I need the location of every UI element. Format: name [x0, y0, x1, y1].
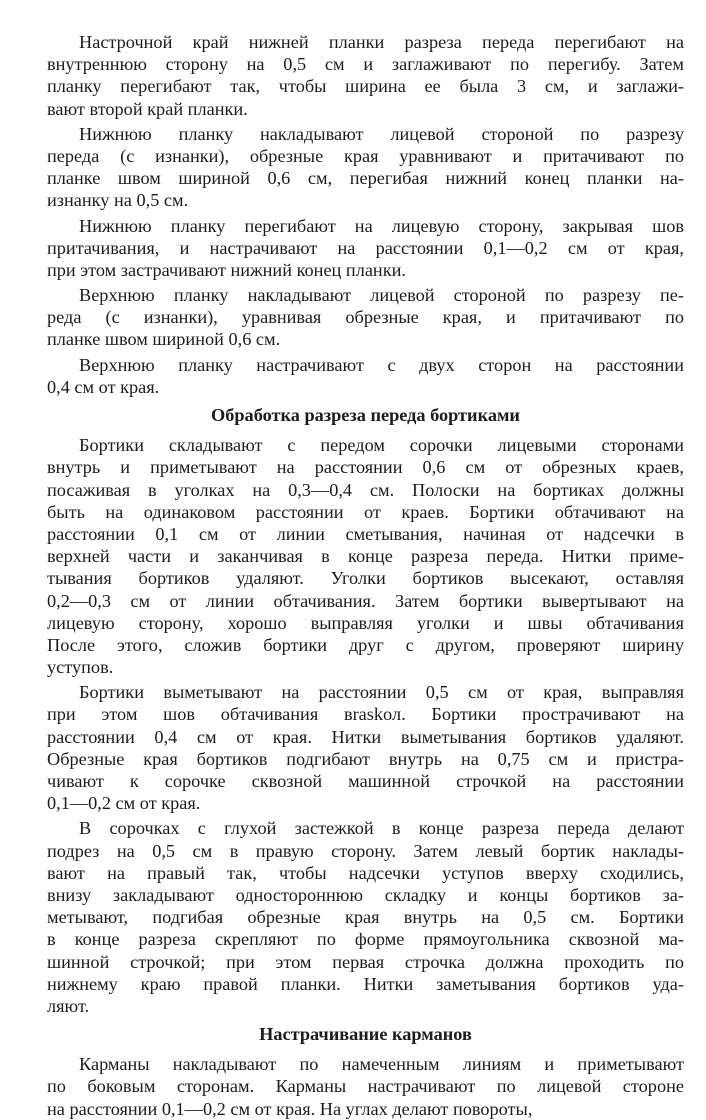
paragraph: [47, 681, 684, 814]
text-line: После этого, сложив бортики друг с другом, проверяют ширину: [47, 634, 684, 655]
text-line: вают на правый так, чтобы надсечки уступов вверху сходились,: [47, 862, 684, 883]
text-line: планке швом шириной 0,6 см.: [47, 329, 281, 350]
text-line: внутрь и приметывают на расстоянии 0,6 см от обрезных краев,: [47, 457, 684, 478]
text-line: В сорочках с глухой застежкой в конце разреза переда делают: [79, 818, 684, 839]
text-line: расстоянии 0,1 см от линии сметывания, начиная от надсечки в: [47, 523, 684, 544]
text-line: 0,2—0,3 см от линии обтачивания. Затем бортики вывертывают на: [47, 590, 684, 611]
text-line: Бортики складывают с передом сорочки лицевыми сторонами: [79, 435, 684, 456]
text-line: верхней части и заканчивая в конце разреза переда. Нитки приме-: [47, 546, 684, 567]
text-line: Карманы накладывают по намеченным линиям и приметывают: [79, 1054, 684, 1075]
text-line: Верхнюю планку накладывают лицевой стороной по разрезу пе-: [79, 285, 684, 306]
text-line: планке швом шириной 0,6 см, перегибая нижний конец планки на-: [47, 168, 684, 189]
text-line: внизу закладывают одностороннюю складку и концы бортиков за-: [47, 884, 684, 905]
text-line: ляют.: [47, 995, 90, 1016]
text-line: вают второй край планки.: [47, 98, 248, 119]
paragraph: [47, 1053, 684, 1120]
text-line: внутреннюю сторону на 0,5 см и заглаживают по перегибу. Затем: [47, 54, 684, 75]
paragraph: [47, 284, 684, 351]
paragraph: [47, 354, 684, 398]
text-line: Верхнюю планку настрачивают с двух сторон на расстоянии: [79, 354, 684, 375]
text-section-2: [47, 434, 684, 1017]
text-line: посаживая в уголках на 0,3—0,4 см. Полоски на бортиках должны: [47, 479, 684, 500]
text-line: на расстоянии 0,1—0,2 см от края. На углах делают повороты,: [47, 1098, 533, 1119]
text-line: при этом застрачивают нижний конец планки.: [47, 259, 406, 280]
text-line: уступов.: [47, 657, 114, 678]
text-line: в конце разреза скрепляют по форме прямоугольника сквозной ма-: [47, 929, 684, 950]
text-line: при этом шов обтачивания вraskол. Бортики прострачивают на: [47, 704, 684, 725]
text-line: подрез на 0,5 см в правую сторону. Затем левый бортик наклады-: [47, 840, 684, 861]
text-section-3: [47, 1053, 684, 1120]
text-line: тывания бортиков удаляют. Уголки бортиков высекают, оставляя: [47, 568, 684, 589]
text-line: лицевую сторону, хорошо выправляя уголки и швы обтачивания: [47, 612, 684, 633]
text-line: Настрочной край нижней планки разреза переда перегибают на: [79, 32, 684, 52]
text-line: Нижнюю планку перегибают на лицевую сторону, закрывая шов: [79, 215, 684, 236]
text-line: реда (с изнанки), уравнивая обрезные края, и притачивают по: [47, 307, 684, 328]
text-line: переда (с изнанки), обрезные края уравнивают и притачивают по: [47, 145, 684, 166]
paragraph: [47, 215, 684, 282]
text-line: нижнему краю правой планки. Нитки заметывания бортиков уда-: [47, 973, 684, 994]
text-line: Обрезные края бортиков подгибают внутрь на 0,75 см и пристра-: [47, 748, 684, 769]
text-line: расстоянии 0,4 см от края. Нитки выметывания бортиков удаляют.: [47, 726, 684, 747]
paragraph: [47, 817, 684, 1017]
section-heading-karmany: Настрачивание карманов: [259, 1024, 472, 1045]
text-line: Нижнюю планку накладывают лицевой стороной по разрезу: [79, 123, 684, 144]
paragraph: [47, 123, 684, 212]
text-line: метывают, подгибая обрезные края внутрь на 0,5 см. Бортики: [47, 907, 684, 928]
text-line: планку перегибают так, чтобы ширина ее была 3 см, и заглажи-: [47, 76, 684, 97]
text-line: изнанку на 0,5 см.: [47, 190, 189, 211]
text-line: чивают к сорочке сквозной машинной строчкой на расстоянии: [47, 771, 684, 791]
text-line: притачивания, и настрачивают на расстоянии 0,1—0,2 см от края,: [47, 237, 684, 258]
paragraph: [47, 434, 684, 678]
text-line: шинной строчкой; при этом первая строчка должна проходить по: [47, 951, 684, 972]
text-line: Бортики выметывают на расстоянии 0,5 см от края, выправляя: [79, 682, 684, 703]
text-line: 0,1—0,2 см от края.: [47, 793, 201, 814]
text-section-1: [47, 31, 684, 398]
paragraph: [47, 31, 684, 120]
text-line: быть на одинаковом расстоянии от краев. Бортики обтачивают на: [47, 501, 684, 522]
section-heading-bortiki: Обработка разреза переда бортиками: [211, 405, 520, 425]
text-line: по боковым сторонам. Карманы настрачивают по лицевой стороне: [47, 1076, 684, 1097]
text-line: 0,4 см от края.: [47, 376, 160, 397]
